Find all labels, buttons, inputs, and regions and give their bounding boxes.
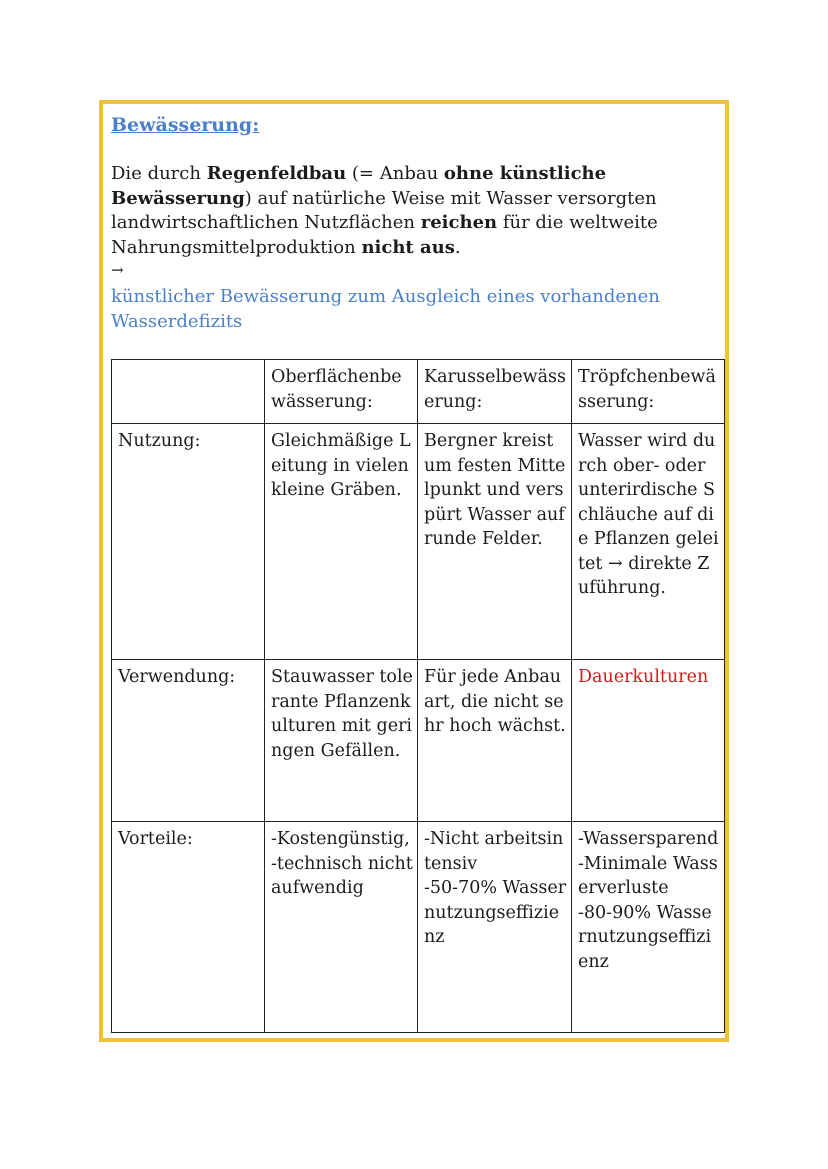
table-cell: Wasser wird durch ober- oder unterirdische Schläuche auf die Pflanzen geleitet → direkte Zuführung.: [572, 424, 725, 660]
header-cell-troepfchen: Tröpfchenbewässerung:: [572, 360, 725, 424]
advantage-line: -Minimale Wasserverluste: [578, 853, 718, 898]
intro-text-2: (= Anbau: [346, 163, 444, 184]
advantage-line: -Wassersparend: [578, 829, 719, 849]
irrigation-table: [111, 359, 725, 1033]
table-cell: [265, 822, 418, 1033]
table-cell: [572, 822, 725, 1033]
intro-bold-3: reichen: [420, 212, 498, 233]
table-cell: Bergner kreist um festen Mittelpunkt und verspürt Wasser auf runde Felder.: [418, 424, 572, 660]
section-heading: Bewässerung:: [111, 114, 260, 136]
table-cell: [418, 822, 572, 1033]
intro-text-5: .: [454, 236, 461, 258]
row-label: Nutzung:: [112, 424, 265, 660]
header-cell-karussel: Karusselbewässerung:: [418, 360, 572, 424]
table-cell-highlight: Dauerkulturen: [572, 660, 725, 822]
intro-text-4: für die weltweite Nahrungsmittelproduktion: [111, 212, 658, 258]
table-row-verwendung: [112, 660, 725, 822]
intro-paragraph: [111, 162, 716, 260]
table-row-vorteile: [112, 822, 725, 1033]
row-label: Verwendung:: [112, 660, 265, 822]
header-cell-empty: [112, 360, 265, 424]
table-cell: Für jede Anbauart, die nicht sehr hoch wächst.: [418, 660, 572, 822]
row-label: Vorteile:: [112, 822, 265, 1033]
note-frame: [99, 100, 729, 1042]
advantage-line: -50-70% Wassernutzungseffizienz: [424, 878, 567, 947]
advantage-line: -80-90% Wassernutzungseffizienz: [578, 902, 712, 972]
intro-bold-4: nicht aus: [361, 236, 455, 258]
arrow-right-icon: →: [111, 261, 124, 279]
table-cell: Gleichmäßige Leitung in vielen kleine Gräben.: [265, 424, 418, 660]
advantage-line: -Nicht arbeitsintensiv: [424, 829, 564, 874]
intro-text-3: ) auf natürliche Weise mit Wasser versorgten landwirtschaftlichen Nutzflächen: [111, 187, 657, 233]
table-row-nutzung: [112, 424, 725, 660]
table-header-row: [112, 360, 725, 424]
advantage-line: -technisch nicht aufwendig: [271, 853, 413, 898]
table-cell: Stauwasser tolerante Pflanzenkulturen mit geringen Gefällen.: [265, 660, 418, 822]
header-cell-oberflaeche: Oberflächenbewässerung:: [265, 360, 418, 424]
intro-bold-2: ohne künstliche Bewässerung: [111, 163, 607, 209]
intro-text-1: Die durch: [111, 163, 207, 184]
result-text: künstlicher Bewässerung zum Ausgleich eines vorhandenen Wasserdefizits: [111, 286, 660, 332]
advantage-line: -Kostengünstig,: [271, 829, 410, 849]
intro-bold-1: Regenfeldbau: [206, 163, 347, 184]
